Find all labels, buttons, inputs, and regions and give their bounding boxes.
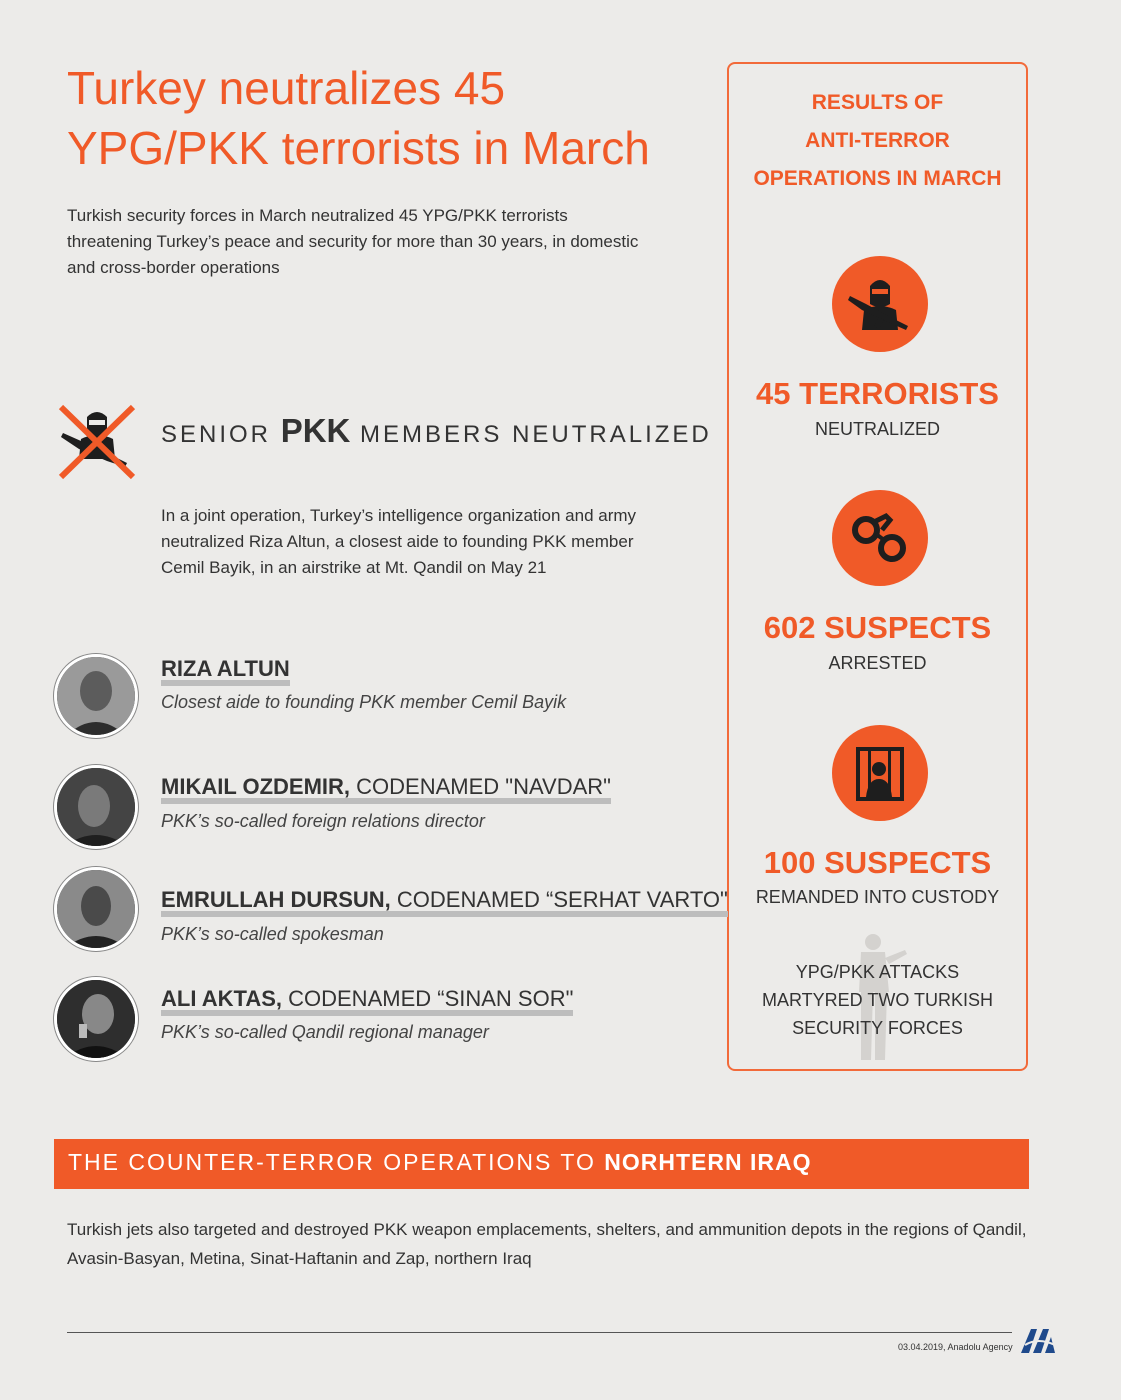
stat-value-arrested: 602 SUSPECTS (763, 610, 992, 645)
stat-label-remanded: REMANDED INTO CUSTODY (755, 887, 1000, 907)
senior-heading-bold: PKK (280, 412, 351, 449)
attacks-line-2: MARTYRED TWO TURKISH (761, 990, 994, 1010)
northern-iraq-text: Turkish jets also targeted and destroyed PKK weapon emplacements, shelters, and ammunition depots in the regions of Qandil, Avasin-Basyan, Metina, Sinat-Haftanin and Zap, northern Iraq (67, 1220, 1027, 1268)
senior-heading-pre: SENIOR (161, 421, 272, 448)
anadolu-agency-logo-icon (1019, 1325, 1057, 1355)
person-role: PKK’s so-called spokesman (161, 924, 384, 944)
person-codename: CODENAMED "NAVDAR" (356, 774, 611, 799)
panel-heading-line-3: OPERATIONS IN MARCH (753, 167, 1002, 190)
northern-iraq-banner (54, 1139, 1029, 1189)
person-name-bold: RIZA ALTUN (161, 656, 290, 681)
attacks-note (729, 958, 1026, 1042)
person-name (161, 889, 728, 917)
banner-text-bold: NORHTERN IRAQ (604, 1149, 812, 1175)
panel-heading-line-1: RESULTS OF (811, 91, 944, 114)
attacks-line-3: SECURITY FORCES (792, 1018, 963, 1038)
footer-divider (67, 1332, 1012, 1333)
avatar (54, 765, 138, 849)
banner-text (68, 1149, 812, 1176)
person-codename: CODENAMED “SERHAT VARTO" (396, 887, 728, 912)
person-name-bold: EMRULLAH DURSUN, (161, 887, 391, 912)
stat-value-remanded: 100 SUSPECTS (763, 845, 992, 880)
avatar (54, 654, 138, 738)
stat-label-terrorists: NEUTRALIZED (814, 419, 940, 439)
person-name (161, 988, 573, 1016)
prisoner-icon (832, 725, 928, 821)
person-codename: CODENAMED “SINAN SOR" (288, 986, 574, 1011)
stat-value-terrorists: 45 TERRORISTS (756, 376, 999, 411)
attacks-line-1: YPG/PKK ATTACKS (795, 962, 960, 982)
person-role: PKK’s so-called Qandil regional manager (161, 1022, 489, 1042)
person-name (161, 776, 611, 804)
senior-heading-post: MEMBERS NEUTRALIZED (360, 421, 712, 448)
person-role: Closest aide to founding PKK member Cemil Bayik (161, 692, 567, 712)
terrorist-icon (832, 256, 928, 352)
avatar (54, 867, 138, 951)
handcuffs-icon (832, 490, 928, 586)
footer-credit: 03.04.2019, Anadolu Agency (898, 1342, 1013, 1352)
person-name-bold: MIKAIL OZDEMIR, (161, 774, 351, 799)
banner-text-pre: THE COUNTER-TERROR OPERATIONS TO (68, 1149, 596, 1175)
senior-members-heading (161, 412, 712, 450)
crossed-terrorist-icon (57, 403, 137, 481)
intro-text: Turkish security forces in March neutralized 45 YPG/PKK terrorists threatening Turkey’s peace and security for more than 30 years, in domestic and cross-border operations (67, 206, 639, 277)
page-title: Turkey neutralizes 45 YPG/PKK terrorists in March (67, 62, 650, 174)
person-role: PKK’s so-called foreign relations director (161, 811, 485, 831)
person-name (161, 658, 290, 686)
avatar (54, 977, 138, 1061)
person-name-bold: ALI AKTAS, (161, 986, 282, 1011)
stat-label-arrested: ARRESTED (828, 653, 927, 673)
panel-heading-line-2: ANTI-TERROR (805, 129, 950, 152)
results-panel (727, 62, 1028, 1071)
senior-operation-text: In a joint operation, Turkey’s intelligence organization and army neutralized Riza Altun, a closest aide to founding PKK member Cemil Bayik, in an airstrike at Mt. Qandil on May 21 (161, 506, 637, 577)
